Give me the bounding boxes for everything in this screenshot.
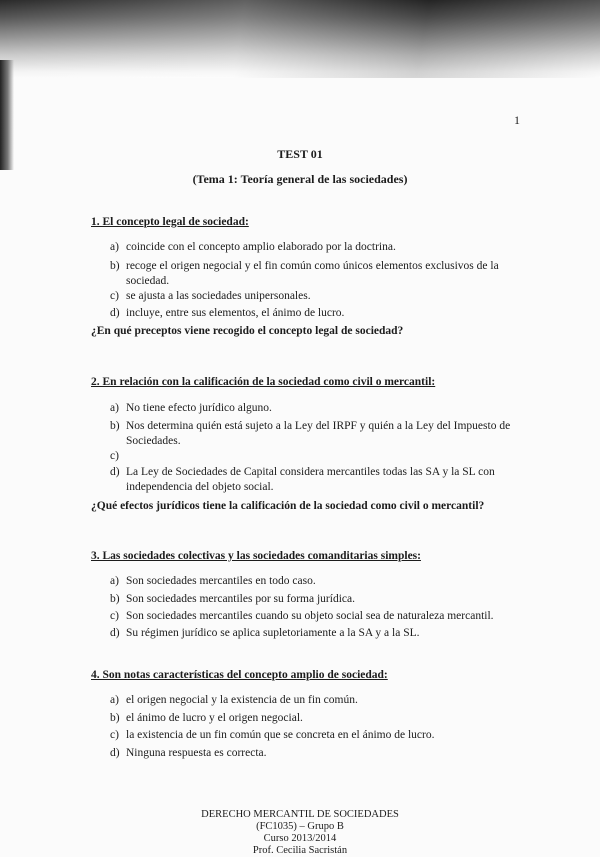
footer-professor: Prof. Cecilia Sacristán <box>252 845 348 856</box>
question-3-option-b: b) Son sociedades mercantiles por su forma jurídica. <box>110 593 355 605</box>
footer-group: (FC1035) – Grupo B <box>256 821 344 832</box>
footer-year: Curso 2013/2014 <box>263 833 337 844</box>
question-4-option-c: c) la existencia de un fin común que se concreta en el ánimo de lucro. <box>110 729 435 741</box>
test-title: TEST 01 <box>277 147 323 161</box>
question-4-option-a: a) el origen negocial y la existencia de un fin común. <box>110 694 358 706</box>
question-2-option-b: b) Nos determina quién está sujeto a la Ley del IRPF y quién a la Ley del Impuesto de Sociedades. <box>110 420 511 447</box>
question-1-prompt: ¿En qué preceptos viene recogido el concepto legal de sociedad? <box>91 325 404 337</box>
question-1-option-c: c) se ajusta a las sociedades unipersonales. <box>110 290 311 302</box>
question-1-option-a: a) coincide con el concepto amplio elaborado por la doctrina. <box>110 241 396 253</box>
question-3-option-c: c) Son sociedades mercantiles cuando su objeto social sea de naturaleza mercantil. <box>110 610 494 622</box>
scanner-shadow <box>0 0 600 78</box>
question-1-option-b: b) recoge el origen negocial y el fin común como únicos elementos exclusivos de la sociedad. <box>110 260 499 287</box>
question-3-option-a: a) Son sociedades mercantiles en todo caso. <box>110 575 316 587</box>
question-1-heading: 1. El concepto legal de sociedad: <box>91 216 249 228</box>
question-4-heading: 4. Son notas características del concepto amplio de sociedad: <box>91 669 388 681</box>
question-4-option-b: b) el ánimo de lucro y el origen negocial. <box>110 712 303 724</box>
question-2-heading: 2. En relación con la calificación de la sociedad como civil o mercantil: <box>91 376 436 388</box>
question-3-heading: 3. Las sociedades colectivas y las sociedades comanditarias simples: <box>91 550 421 562</box>
test-subtitle: (Tema 1: Teoría general de las sociedades) <box>192 172 408 186</box>
question-3-option-d: d) Su régimen jurídico se aplica supletoriamente a la SA y a la SL. <box>110 627 420 639</box>
question-2-prompt: ¿Qué efectos jurídicos tiene la calificación de la sociedad como civil o mercantil? <box>91 500 485 512</box>
question-2-option-c: c) <box>110 450 119 462</box>
question-2-option-d: d) La Ley de Sociedades de Capital considera mercantiles todas las SA y la SL con independencia del objeto social. <box>110 466 495 493</box>
footer-course: DERECHO MERCANTIL DE SOCIEDADES <box>201 809 399 820</box>
page-number: 1 <box>514 113 520 127</box>
question-2-option-a: a) No tiene efecto jurídico alguno. <box>110 402 272 414</box>
question-4-option-d: d) Ninguna respuesta es correcta. <box>110 747 267 759</box>
question-1-option-d: d) incluye, entre sus elementos, el ánimo de lucro. <box>110 307 345 319</box>
